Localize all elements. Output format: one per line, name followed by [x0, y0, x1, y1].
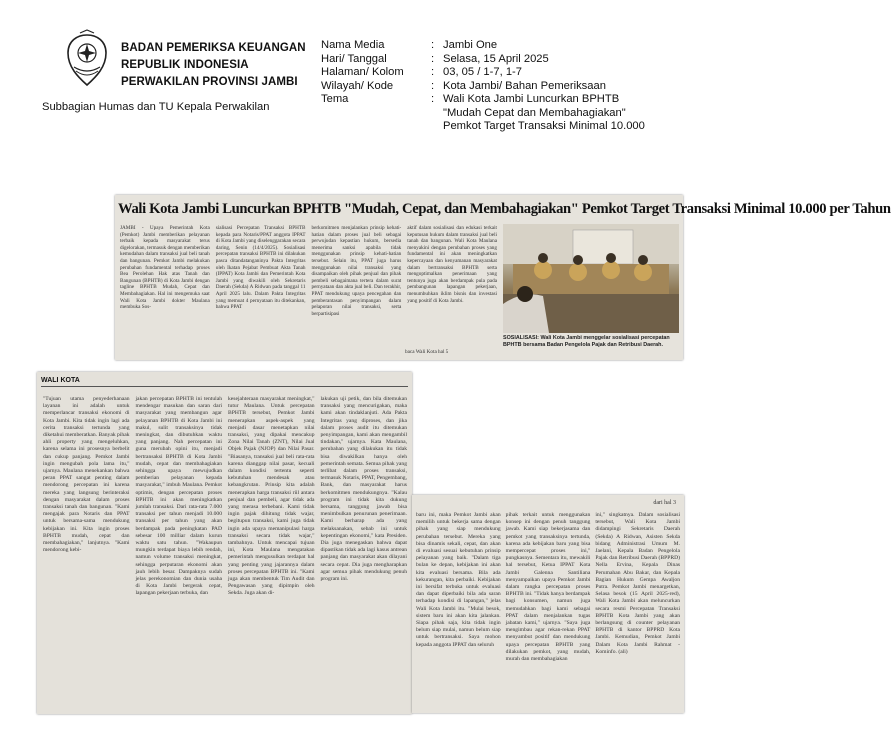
meta-value: Wali Kota Jambi Luncurkan BPHTB [443, 93, 620, 105]
article-column: berkomitmen menjalankan prinsip kehati-hatian dalam proses jual beli sebagai perwujudan kepastian hukum, bersedia menerima sanksi apabila tidak menggunakan prinsip kehati-hatian tersebut. Selain itu, PPAT juga harus menggunakan nilai transaksi yang disampaikan oleh pihak penjual dan pihak pembeli sebagaimana tertera dalam surat pernyataan dan akta jual beli. Dan terakhir, PPAT mendukung upaya pencegahan dan pemberantasan penyimpangan dalam pelaporan nilai transaksi, serta berpartisipasi [311, 225, 402, 317]
meta-row [321, 107, 645, 121]
article-column: kesejahteraan masyarakat meningkat," tutur Maulana. Untuk percepatan BPHTB tersebut, Pemkot Jambi menerapkan aspek-aspek yang menjadi dasar menetapkan nilai transaksi, yang dipakai mencakup Zona Nilai Tanah (ZNT), Nilai Jual Objek Pajak (NJOP) dan Nilai Pasar. "Biasanya, transaksi jual beli rata-rata karena dianggap nilai pasar, kecuali dalam kondisi tertentu seperti kebutuhan mendesak atau kebangkrutan. Prinsip kita adalah menerapkan harga transaksi riil antara penjual dan pembeli, agar tidak ada yang merasa terbebani. Kami tidak ingin pajak dihitung tidak wajar, begitupun transaksi, kami juga tidak ingin ada upaya memanipulasi harga transaksi secara tidak wajar," tambahnya. Untuk mencapai tujuan ini, Kota Maulana mengatakan pemerintah mengusulkan terdapat hal yang penting yang jajarannya dalam proses percepatan BPHTB ini. "Kami juga akan membentuk Tim Audit dan Pengawasan yang dipimpin oleh Sekda. Juga akan di- [228, 396, 315, 597]
article-column: aktif dalam sosialisasi dan edukasi terkait keputusan hukum dalam transaksi jual beli tanah dan bangunan. Wali Kota Maulana menyakini dengan perubahan proses yang fundamental ini akan meningkatkan kepercayaan dan kenyamanan masyarakat dalam bertransaksi BPHTB serta mengoptimalkan penerimaan yang tentunya juga akan berdampak pula pada pembangunan lapangan pekerjaan, menumbuhkan iklim bisnis dan investasi yang positif di Kota Jambi. [407, 225, 497, 304]
article-headline: Wali Kota Jambi Luncurkan BPHTB "Mudah, Cepat, dan Membahagiakan" Pemkot Target Transaksi Minimal 10.000 per Tahun [118, 201, 891, 217]
from-page-note: dari hal 3 [653, 500, 676, 506]
org-line: REPUBLIK INDONESIA [121, 59, 249, 71]
meta-row: Halaman/ Kolom : 03, 05 / 1-7, 1-7 [321, 66, 522, 78]
newspaper-clipping-continued [37, 372, 412, 714]
meta-value: Kota Jambi/ Bahan Pemeriksaan [443, 79, 606, 92]
bpk-emblem-logo [62, 31, 112, 89]
meta-value: 03, 05 / 1-7, 1-7 [443, 66, 522, 78]
meta-row: Tema : Wali Kota Jambi Luncurkan BPHTB [321, 93, 620, 105]
article-column: JAMBI - Upaya Pemerintah Kota (Pemkot) Jambi memberikan pelayanan terbaik kepada masyarakat terus digelorakan, termasuk dengan memberikan kemudahan dalam transaksi jual beli tanah dan bangunan. Pemkot Jambi melakukan perubahan fundamental terhadap proses Bea Perolehan Hak atas Tanah dan Bangunan (BPHTB) di Kota Jambi dengan tagline BPHTB Mudah, Cepat dan Membahagiakan. Hal ini mengemuka saat Wali Kota Jambi dokter Maulana membuka Sos- [120, 225, 210, 311]
section-rubric: WALI KOTA [41, 377, 408, 387]
article-column: baru ini, maka Pemkot Jambi akan memilih untuk bekerja sama dengan pihak yang siap mendukung perubahan tersebut. Mereka yang bisa dinamis sekali, cepat, dan akan di evaluasi sesuai kebutuhan prinsip pelayanan yang baik. "Dalam tiga bulan ke depan, kebijakan ini akan kita evaluasi bersama. Bila ada kekurangan, kita perbaiki. Kebijakan ini bersifat terbuka untuk evaluasi dan dapat diperbaiki bila ada saran terhadap kondisi di lapangan," jelas Wali Kota Jambi itu. "Mulai besok, sistem baru ini akan kita jalankan. Siapa pihak saja, kita tidak ingin belum siap mulai, namun belum siap untuk bertransaksi. Saya mohon kepada anggota IPPAT dan seluruh [416, 512, 501, 648]
article-column: pihak terkait untuk menggunakan konsep ini dengan penuh tanggung jawab. Kami siap bekerjasama dan pemkot yang transaksinya tertunda, karena ada kebijakan baru yang bisa mempercepat proses ini," pungkasnya. Sementara itu, mewakili hal tersebut, Ketua IPPAT Kota Jambi Galenna Santiliana menyampaikan upaya Pemkot Jambi dalam rangka percepatan proses BPHTB ini. "Tidak hanya berdampak bagi konsumen, namun juga memudahkan bagi kami sebagai PPAT dalam menjalankan tugas jabatan kami," ujarnya. "Saya juga mengimbau agar rekan-rekan PPAT menyambut positif dan mendukung upaya percepatan BPHTB yang dilakukan pemkot, yang mudah, murah dan membahagiakan [505, 512, 591, 663]
article-columns [416, 512, 680, 711]
subunit-label: Subbagian Humas dan TU Kepala Perwakilan [42, 101, 270, 113]
article-column: ini," singkatnya. Dalam sosialisasi tersebut, Wali Kota Jambi didampingi Sekretaris Daerah (Sekda) A Ridwan, Asisten Sekda bidang Administrasi Umum M. Jaelani, Kepala Badan Pengelola Pajak dan Retribusi Daerah (BPPRD) Nella Ervina, Kepala Dinas Perumahan Abu Bakar, dan Kepala Bagian Hukum Gempa Awaljon Putra. Pemkot Jambi menargetkan, Selasa besok (15 April 2025-red), Wali Kota Jambi akan meluncurkan secara resmi Percepatan Transaksi BPHTB Kota Jambi yang akan berlangsung di counter pelayanan BPHTB di kantor BPPRD Kota Jambi. Kemudian, Pemkot Jambi Dalam Kota Jambi Rahmat - Kominfo. (ali) [595, 512, 681, 655]
photo-caption: SOSIALISASI: Wali Kota Jambi menggelar sosialisasi percepatan BPHTB bersama Badan Pengelola Pajak dan Retribusi Daerah. [503, 335, 670, 348]
meta-label: Hari/ Tanggal [321, 52, 387, 65]
meta-value: "Mudah Cepat dan Membahagiakan" [443, 106, 626, 119]
article-column: "Tujuan utama penyederhanaan layanan ini adalah untuk memperlancar transaksi ekonomi di Kota Jambi. Kita tidak ingin lagi ada cerita transaksi tertunda yang diketahui memberatkan. Banyak pihak ahli property yang mengeluhkan, karena selama ini prosesnya berbelit dan cukup panjang. Pemkot Jambi ingin mengubah pola lama itu," ujarnya. Maulana menekankan bahwa peran PPAT sangat penting dalam mendorong percepatan ini karena mereka yang langsung berinteraksi dengan masyarakat dalam proses transaksi tanah dan bangunan. "Kami mengajak para Notaris dan PPAT untuk bersama-sama mendukung kebijakan ini. Kita ingin proses BPHTB mudah, cepat dan membahagiakan," lanjutnya. "Kami mendorong kebi- [43, 396, 130, 554]
meeting-photo [503, 224, 679, 333]
article-column: sialisasi Percepatan Transaksi BPHTB kepada para Notaris/PPAT anggota IPPAT di Kota Jambi yang diselenggarakan secara daring, Senin (14/4/2025). Sosialisasi percepatan transaksi BPHTB ini dilakukan pasca ditandatanganinya Pakta Integritas oleh Ikatan Pejabat Pembuat Akta Tanah (IPPAT) Kota Jambi dan Pemerintah Kota Jambi yang diwakili oleh Sekretaris Daerah (Sekda) A Ridwan pada tanggal 11 April 2025 lalu. Dalam Pakta Integritas yang memuat 4 pernyataan itu ditekankan, bahwa PPAT [215, 225, 306, 311]
meta-label [321, 120, 431, 134]
article-column: jakan percepatan BPHTB ini tentulah mendengar masukan dan saran dari masyarakat yang membangun agar pelayanan BPHTB di Kota Jambi ini makul, sulit transaksinya tidak meningkat, dan dibutuhkan waktu yang panjang. Nah percepatan ini guna merubah opini itu, menjadi bertransaksi BPHTB di Kota Jambi mudah, cepat dan membahagiakan sehingga upaya mewujudkan pemberian pelayanan kepada masyarakat," imbuh Maulana. Pemkot optimis, dengan percepatan proses BPHTB ini akan meningkatkan jumlah transaksi. Dari rata-rata 7.000 transaksi per tahun menjadi 10.000 transaksi per tahun yang akan berdampak pada peningkatan PAD sebesar 100 milliar dalam kurun waktu satu tahun. "Wakaupun mungkin terdapat biaya lebih rendah, namun volume transaksi meningkat, sehingga perputaran ekonomi akan jauh lebih besar. Dampaknya sudah jelas perekonomian dan dunia usaha di Kota Jambi bergerak cepat, lapangan pekerjaan terbuka, dan [135, 396, 222, 597]
organization-name [121, 40, 306, 91]
continued-note: baca Wali Kota hal 5 [405, 349, 449, 355]
meta-row: Nama Media : Jambi One [321, 39, 498, 51]
meta-row: Hari/ Tanggal : Selasa, 15 April 2025 [321, 52, 549, 65]
meta-value: Jambi One [443, 39, 498, 51]
meta-label: Wilayah/ Kode [321, 79, 394, 92]
article-column: lakukan uji petik, dan bila ditemukan transaksi yang mencurigakan, maka kami akan tindaklanjuti. Ada Pakta Integritas yang diproses, dan jika dalam proses audit itu ditemukan penyimpangan, kami akan mengambil tindakan," ujarnya. Kata Maulana, perubahan yang dilakukan itu tidak bisa diwakilkan hanya oleh pemerintah semata. Semua pihak yang terlibat dalam proses transaksi, termasuk Notaris, PPAT, Pengembang, Bank, dan masyarakat harus berkomitmen mendukungnya. "Kalau program ini tidak kita dukung bersama, tanggung jawab bisa menimbulkan penurunan penerimaan. Kami berharap ada yang melaksanakan, sebab ini untuk kepentingan ekonomi," kata Presiden. Dia juga menegaskan bahwa dapat dipastikan tidak ada lagi kasus antrean panjang dan masyarakat akan dilayani secara cepat. Dia juga mengharapkan agar semua pihak mendukung penuh program ini. [320, 396, 407, 583]
meta-value: Pemkot Target Transaksi Minimal 10.000 [443, 120, 645, 132]
article-columns [43, 396, 407, 712]
meta-label: Halaman/ Kolom [321, 66, 404, 78]
newspaper-clipping-end [412, 495, 684, 713]
org-line: PERWAKILAN PROVINSI JAMBI [121, 76, 298, 88]
meta-label: Tema [321, 93, 349, 105]
meta-label: Nama Media [321, 39, 385, 51]
meta-row: Wilayah/ Kode : Kota Jambi/ Bahan Pemeriksaan [321, 79, 606, 92]
meta-row [321, 120, 645, 134]
meta-label [321, 107, 431, 121]
article-columns [120, 225, 497, 357]
meta-value: Selasa, 15 April 2025 [443, 52, 549, 65]
org-line: BADAN PEMERIKSA KEUANGAN [121, 42, 306, 54]
clipping-metadata [321, 39, 645, 134]
newspaper-clipping-front [115, 195, 891, 360]
